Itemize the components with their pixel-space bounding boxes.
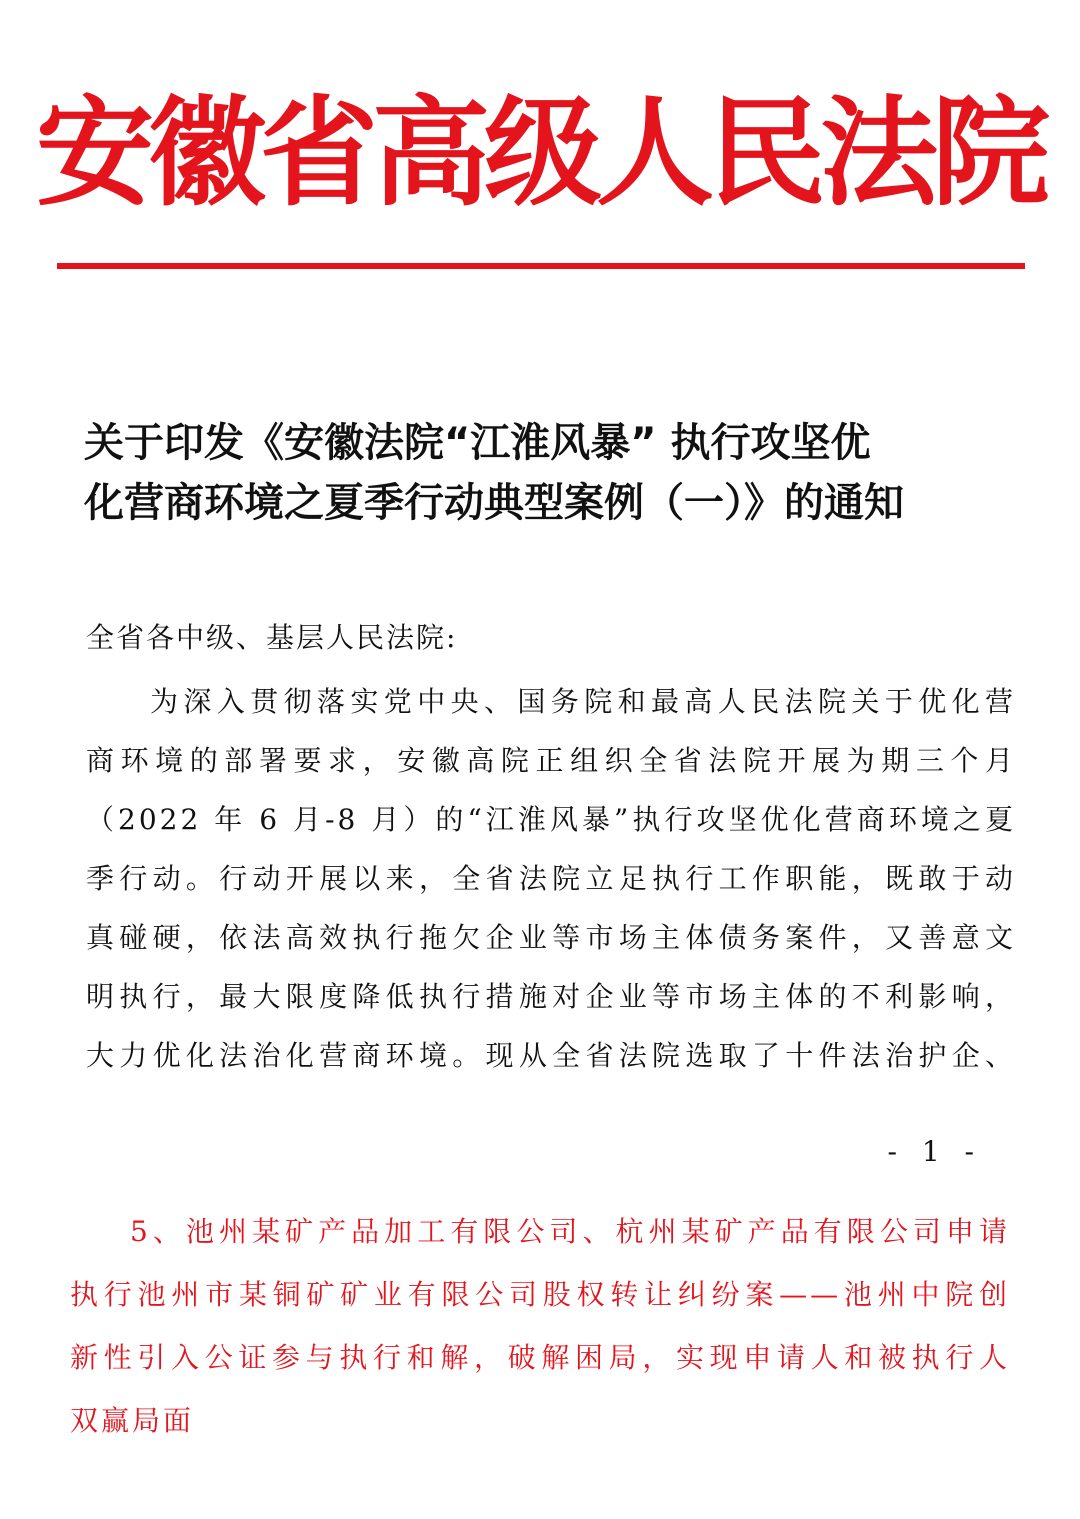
body-line: （2022 年 6 月-8 月）的“江淮风暴”执行攻坚优化营商环境之夏 (86, 803, 1016, 836)
body-line: 大力优化法治化营商环境。现从全省法院选取了十件法治护企、 (86, 1039, 1016, 1072)
body-paragraph (86, 672, 1016, 1085)
masthead-red-rule (57, 263, 1025, 269)
case-heading-line: 执行池州市某铜矿矿业有限公司股权转让纠纷案——池州中院创 (70, 1278, 1010, 1311)
notice-title (84, 413, 1024, 533)
salutation: 全省各中级、基层人民法院: (86, 621, 458, 654)
case-heading (70, 1200, 1010, 1452)
body-line: 为深入贯彻落实党中央、国务院和最高人民法院关于优化营 (150, 685, 1016, 718)
case-heading-line: 5、池州某矿产品加工有限公司、杭州某矿产品有限公司申请 (130, 1215, 1010, 1248)
page-number: - 1 - (887, 1135, 982, 1168)
notice-title-line: 化营商环境之夏季行动典型案例（一）》的通知 (84, 480, 904, 526)
body-line: 真碰硬，依法高效执行拖欠企业等市场主体债务案件，又善意文 (86, 921, 1016, 954)
body-line: 明执行，最大限度降低执行措施对企业等市场主体的不利影响， (86, 980, 1016, 1013)
court-masthead: 安徽省高级人民法院 (35, 83, 1044, 222)
notice-title-line: 关于印发《安徽法院“江淮风暴” 执行攻坚优 (84, 420, 871, 466)
body-line: 季行动。行动开展以来，全省法院立足执行工作职能，既敢于动 (86, 862, 1016, 895)
body-line: 商环境的部署要求，安徽高院正组织全省法院开展为期三个月 (86, 744, 1016, 777)
case-heading-line: 双赢局面 (70, 1404, 195, 1437)
case-heading-line: 新性引入公证参与执行和解，破解困局，实现申请人和被执行人 (70, 1341, 1010, 1374)
